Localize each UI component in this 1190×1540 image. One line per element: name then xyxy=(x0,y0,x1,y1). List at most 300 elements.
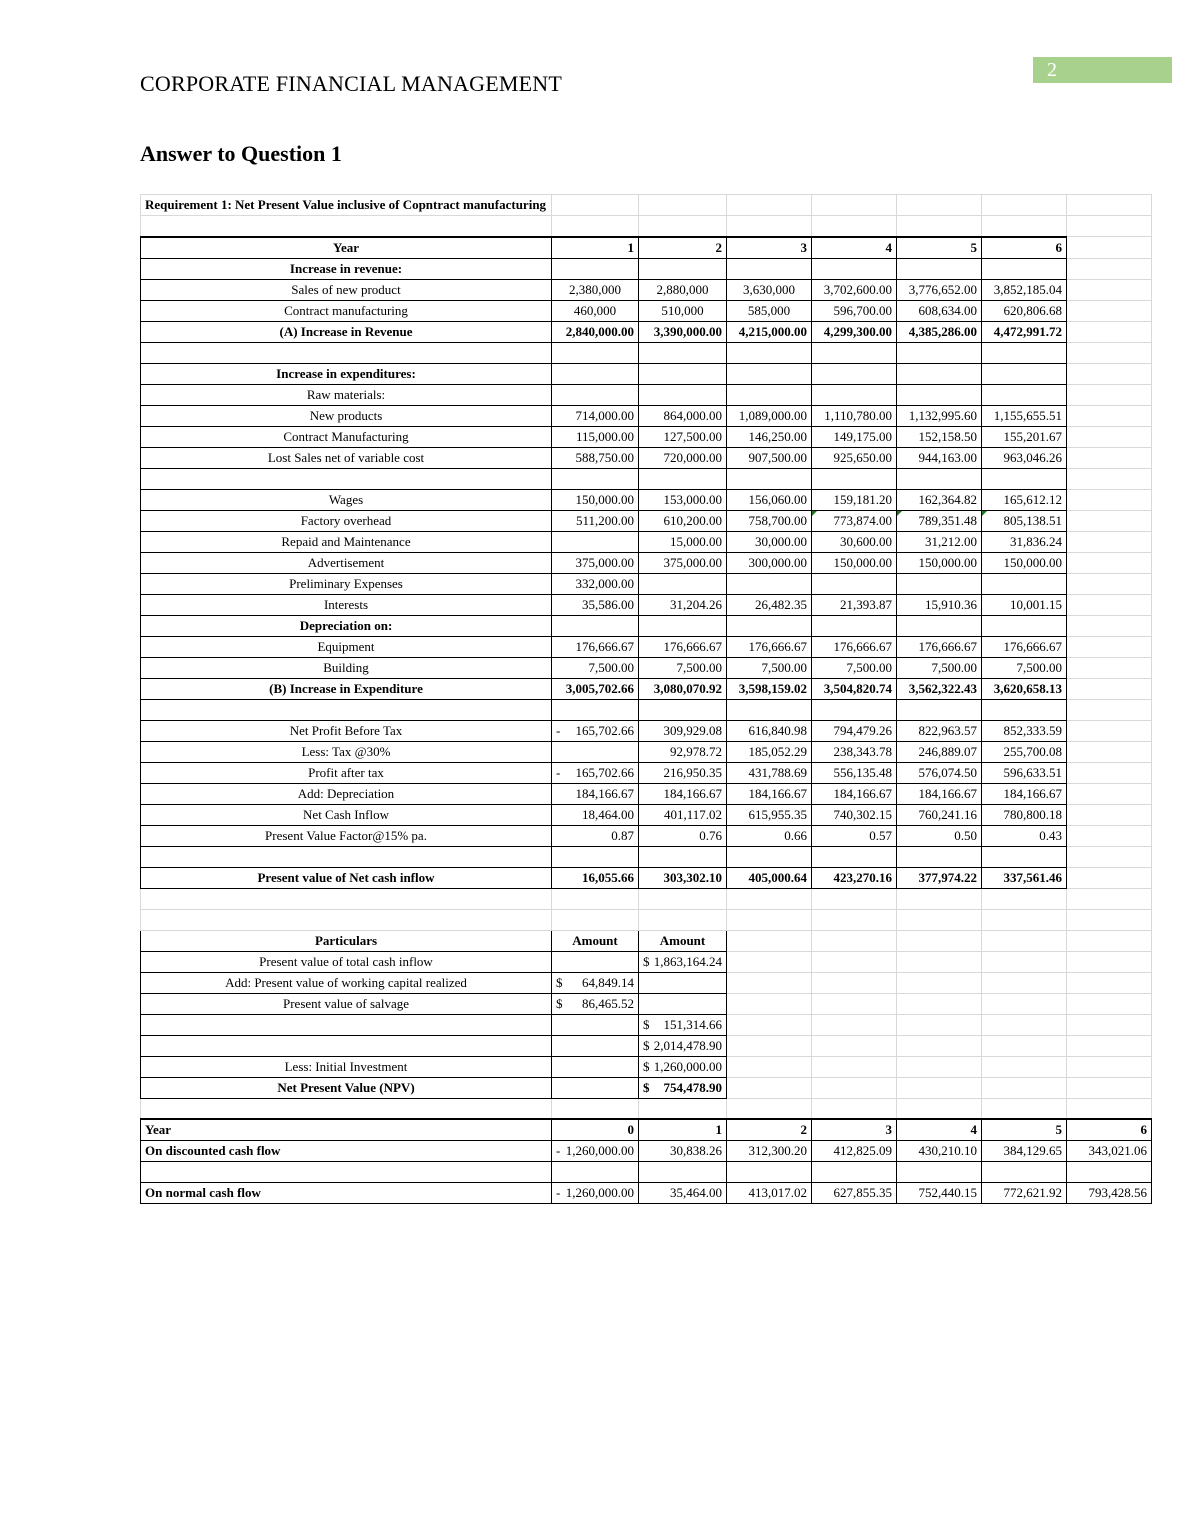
tax-row-label: Less: Tax @30% xyxy=(141,741,552,762)
net-cash-inflow-row-value-4: 740,302.15 xyxy=(812,804,897,825)
expenditure-row-6-value-5: 31,212.00 xyxy=(897,531,982,552)
empty-cell xyxy=(639,615,727,636)
empty-cell xyxy=(982,468,1067,489)
running-header-title: CORPORATE FINANCIAL MANAGEMENT xyxy=(140,71,562,96)
expenditure-row-8-value-1: 332,000.00 xyxy=(552,573,639,594)
empty-cell xyxy=(1067,804,1152,825)
currency-sign: $ xyxy=(643,1016,650,1032)
profit-after-tax-row-value-2: 216,950.35 xyxy=(639,762,727,783)
expenditure-total-row-value-6: 3,620,658.13 xyxy=(982,678,1067,699)
depreciation-row-1 xyxy=(141,636,1152,657)
revenue-row-1-value-3: 3,630,000 xyxy=(727,279,812,300)
empty-cell xyxy=(812,909,897,930)
empty-cell xyxy=(897,951,982,972)
empty-cell xyxy=(897,468,982,489)
empty-cell xyxy=(897,1035,982,1056)
empty-cell xyxy=(1067,342,1152,363)
empty-cell xyxy=(982,1077,1067,1098)
empty-cell xyxy=(982,1056,1067,1077)
expenditure-row-9-value-6: 10,001.15 xyxy=(982,594,1067,615)
revenue-heading: Increase in revenue: xyxy=(141,258,552,279)
net-cash-inflow-row-value-2: 401,117.02 xyxy=(639,804,727,825)
revenue-total-row-value-2: 3,390,000.00 xyxy=(639,321,727,342)
expenditure-row-8-value-4 xyxy=(812,573,897,594)
npv-header-amount-1: Amount xyxy=(552,930,639,951)
npv-row-label xyxy=(141,1014,552,1035)
empty-cell xyxy=(1067,699,1152,720)
tax-row-value-6: 255,700.08 xyxy=(982,741,1067,762)
empty-cell xyxy=(727,195,812,216)
npv-row-label: Less: Initial Investment xyxy=(141,1056,552,1077)
revenue-row-1 xyxy=(141,279,1152,300)
empty-cell xyxy=(552,615,639,636)
empty-cell xyxy=(897,1162,982,1183)
npv-row-amount-1 xyxy=(552,1077,639,1098)
expenditure-row-2-value-1: 115,000.00 xyxy=(552,426,639,447)
empty-cell xyxy=(897,384,982,405)
discounted-cash-flow-row-value-5: 384,129.65 xyxy=(982,1141,1067,1162)
year-6: 6 xyxy=(982,237,1067,259)
empty-cell xyxy=(1067,1056,1152,1077)
expenditure-row-9-label: Interests xyxy=(141,594,552,615)
expenditure-total-row-value-2: 3,080,070.92 xyxy=(639,678,727,699)
add-depreciation-row-value-2: 184,166.67 xyxy=(639,783,727,804)
add-depreciation-row-value-1: 184,166.67 xyxy=(552,783,639,804)
expenditure-row-7-value-5: 150,000.00 xyxy=(897,552,982,573)
empty-cell xyxy=(1067,657,1152,678)
empty-cell xyxy=(552,846,639,867)
revenue-row-2-value-1: 460,000 xyxy=(552,300,639,321)
tax-row-value-4: 238,343.78 xyxy=(812,741,897,762)
empty-cell xyxy=(639,468,727,489)
expenditure-row-7-value-3: 300,000.00 xyxy=(727,552,812,573)
expenditure-row-3-value-1: 588,750.00 xyxy=(552,447,639,468)
pv-net-cash-inflow-row-value-2: 303,302.10 xyxy=(639,867,727,888)
empty-cell xyxy=(812,846,897,867)
spacer-row xyxy=(141,699,1152,720)
empty-cell xyxy=(727,993,812,1014)
spacer-row xyxy=(141,216,1152,237)
expenditure-total-row-value-3: 3,598,159.02 xyxy=(727,678,812,699)
spacer-row xyxy=(141,342,1152,363)
depreciation-row-2-label: Building xyxy=(141,657,552,678)
empty-cell xyxy=(552,699,639,720)
revenue-row-2-label: Contract manufacturing xyxy=(141,300,552,321)
empty-cell xyxy=(639,1162,727,1183)
empty-cell xyxy=(141,468,552,489)
profit-after-tax-row xyxy=(141,762,1152,783)
expenditure-row-7-value-4: 150,000.00 xyxy=(812,552,897,573)
normal-cash-flow-row-value-6: 793,428.56 xyxy=(1067,1183,1152,1204)
expenditure-row-2-value-3: 146,250.00 xyxy=(727,426,812,447)
empty-cell xyxy=(141,1098,552,1119)
npv-row-3 xyxy=(141,993,1152,1014)
cash-flow-year-label: Year xyxy=(141,1119,552,1141)
normal-cash-flow-row-value-1: 35,464.00 xyxy=(639,1183,727,1204)
empty-cell xyxy=(1067,468,1152,489)
expenditure-row-9-value-3: 26,482.35 xyxy=(727,594,812,615)
empty-cell xyxy=(982,930,1067,951)
year-1: 1 xyxy=(552,237,639,259)
empty-cell xyxy=(1067,762,1152,783)
empty-cell xyxy=(982,1035,1067,1056)
empty-cell xyxy=(141,888,552,909)
expenditure-row-5-value-2: 610,200.00 xyxy=(639,510,727,531)
npv-row-amount-2 xyxy=(639,972,727,993)
cash-flow-year-3: 3 xyxy=(812,1119,897,1141)
empty-cell xyxy=(812,195,897,216)
empty-cell xyxy=(639,258,727,279)
expenditure-row-8-value-2 xyxy=(639,573,727,594)
empty-cell xyxy=(141,846,552,867)
expenditure-row-4-value-5: 162,364.82 xyxy=(897,489,982,510)
net-profit-before-tax-row-label: Net Profit Before Tax xyxy=(141,720,552,741)
empty-cell xyxy=(141,342,552,363)
discounted-cash-flow-row-label: On discounted cash flow xyxy=(141,1141,552,1162)
empty-cell xyxy=(812,972,897,993)
empty-cell xyxy=(982,342,1067,363)
empty-cell xyxy=(1067,867,1152,888)
empty-cell xyxy=(1067,993,1152,1014)
empty-cell xyxy=(1067,489,1152,510)
empty-cell xyxy=(812,1077,897,1098)
pv-factor-row-value-5: 0.50 xyxy=(897,825,982,846)
empty-cell xyxy=(982,951,1067,972)
expenditure-row-1-value-3: 1,089,000.00 xyxy=(727,405,812,426)
discounted-cash-flow-row-value-2: 312,300.20 xyxy=(727,1141,812,1162)
pv-factor-row-label: Present Value Factor@15% pa. xyxy=(141,825,552,846)
spacer-row xyxy=(141,846,1152,867)
expenditure-row-6-label: Repaid and Maintenance xyxy=(141,531,552,552)
expenditure-row-2-value-6: 155,201.67 xyxy=(982,426,1067,447)
empty-cell xyxy=(812,1098,897,1119)
empty-cell xyxy=(1067,615,1152,636)
profit-after-tax-row-value-5: 576,074.50 xyxy=(897,762,982,783)
npv-row-label xyxy=(141,1035,552,1056)
expenditure-row-6-value-6: 31,836.24 xyxy=(982,531,1067,552)
npv-row-amount-1: $ 64,849.14 xyxy=(552,972,639,993)
depreciation-row-1-value-5: 176,666.67 xyxy=(897,636,982,657)
empty-cell xyxy=(1067,909,1152,930)
expenditure-row-2 xyxy=(141,426,1152,447)
empty-cell xyxy=(727,930,812,951)
normal-cash-flow-row-value-2: 413,017.02 xyxy=(727,1183,812,1204)
revenue-row-2-value-5: 608,634.00 xyxy=(897,300,982,321)
spacer-row xyxy=(141,468,1152,489)
expenditure-row-5-label: Factory overhead xyxy=(141,510,552,531)
expenditure-row-2-value-4: 149,175.00 xyxy=(812,426,897,447)
depreciation-row-1-value-3: 176,666.67 xyxy=(727,636,812,657)
npv-row-label: Net Present Value (NPV) xyxy=(141,1077,552,1098)
empty-cell xyxy=(1067,951,1152,972)
expenditure-row-5-value-1: 511,200.00 xyxy=(552,510,639,531)
empty-cell xyxy=(812,1035,897,1056)
profit-after-tax-row-value-1: - 165,702.66 xyxy=(552,762,639,783)
empty-cell xyxy=(897,1098,982,1119)
expenditure-total-row-label: (B) Increase in Expenditure xyxy=(141,678,552,699)
expenditure-total-row xyxy=(141,678,1152,699)
year-2: 2 xyxy=(639,237,727,259)
empty-cell xyxy=(982,846,1067,867)
currency-sign: $ xyxy=(643,1058,650,1074)
cash-flow-year-6: 6 xyxy=(1067,1119,1152,1141)
empty-cell xyxy=(812,384,897,405)
npv-row-label: Present value of salvage xyxy=(141,993,552,1014)
revenue-row-2 xyxy=(141,300,1152,321)
npv-row-amount-2 xyxy=(639,993,727,1014)
empty-cell xyxy=(897,930,982,951)
section-title: Answer to Question 1 xyxy=(140,141,342,166)
empty-cell xyxy=(639,846,727,867)
empty-cell xyxy=(897,216,982,237)
empty-cell xyxy=(1067,552,1152,573)
minus-sign: - xyxy=(556,1143,561,1158)
empty-cell xyxy=(897,1077,982,1098)
net-profit-before-tax-row-value-2: 309,929.08 xyxy=(639,720,727,741)
empty-cell xyxy=(727,972,812,993)
depreciation-row-1-value-6: 176,666.67 xyxy=(982,636,1067,657)
revenue-total-row-value-1: 2,840,000.00 xyxy=(552,321,639,342)
empty-cell xyxy=(727,258,812,279)
empty-cell xyxy=(727,216,812,237)
normal-cash-flow-row-value-5: 772,621.92 xyxy=(982,1183,1067,1204)
empty-cell xyxy=(1067,720,1152,741)
empty-cell xyxy=(1067,363,1152,384)
empty-cell xyxy=(1067,384,1152,405)
empty-cell xyxy=(727,1077,812,1098)
empty-cell xyxy=(1067,741,1152,762)
empty-cell xyxy=(1067,195,1152,216)
empty-cell xyxy=(1067,846,1152,867)
empty-cell xyxy=(812,1056,897,1077)
expenditure-row-5-value-6: 805,138.51 xyxy=(982,510,1067,531)
empty-cell xyxy=(812,888,897,909)
empty-cell xyxy=(639,699,727,720)
empty-cell xyxy=(639,195,727,216)
empty-cell xyxy=(1067,237,1152,259)
empty-cell xyxy=(1067,447,1152,468)
empty-cell xyxy=(897,363,982,384)
depreciation-row-1-value-1: 176,666.67 xyxy=(552,636,639,657)
empty-cell xyxy=(812,1014,897,1035)
expenditure-heading-row xyxy=(141,363,1152,384)
expenditure-row-1-value-4: 1,110,780.00 xyxy=(812,405,897,426)
empty-cell xyxy=(1067,426,1152,447)
empty-cell xyxy=(812,468,897,489)
depreciation-row-2-value-1: 7,500.00 xyxy=(552,657,639,678)
empty-cell xyxy=(1067,258,1152,279)
empty-cell xyxy=(552,363,639,384)
empty-cell xyxy=(727,342,812,363)
net-profit-before-tax-row-value-4: 794,479.26 xyxy=(812,720,897,741)
depreciation-row-2-value-2: 7,500.00 xyxy=(639,657,727,678)
npv-row-amount-2: $ 754,478.90 xyxy=(639,1077,727,1098)
currency-sign: $ xyxy=(556,974,563,990)
empty-cell xyxy=(1067,321,1152,342)
net-cash-inflow-row-value-3: 615,955.35 xyxy=(727,804,812,825)
empty-cell xyxy=(1067,279,1152,300)
empty-cell xyxy=(1067,888,1152,909)
expenditure-row-3-value-3: 907,500.00 xyxy=(727,447,812,468)
empty-cell xyxy=(1067,1035,1152,1056)
expenditure-row-5-value-3: 758,700.00 xyxy=(727,510,812,531)
expenditure-row-9-value-4: 21,393.87 xyxy=(812,594,897,615)
page-number: 2 xyxy=(1033,57,1172,83)
npv-row-amount-2: $ 1,260,000.00 xyxy=(639,1056,727,1077)
revenue-row-1-value-4: 3,702,600.00 xyxy=(812,279,897,300)
raw-materials-label: Raw materials: xyxy=(141,384,552,405)
cash-flow-year-row xyxy=(141,1119,1152,1141)
empty-cell xyxy=(897,888,982,909)
normal-cash-flow-row-value-3: 627,855.35 xyxy=(812,1183,897,1204)
empty-cell xyxy=(812,615,897,636)
expenditure-row-9-value-2: 31,204.26 xyxy=(639,594,727,615)
spacer-row xyxy=(141,1098,1152,1119)
empty-cell xyxy=(982,699,1067,720)
pv-factor-row-value-1: 0.87 xyxy=(552,825,639,846)
pv-factor-row xyxy=(141,825,1152,846)
empty-cell xyxy=(897,1014,982,1035)
revenue-heading-row xyxy=(141,258,1152,279)
expenditure-total-row-value-5: 3,562,322.43 xyxy=(897,678,982,699)
empty-cell xyxy=(141,909,552,930)
expenditure-row-7-value-6: 150,000.00 xyxy=(982,552,1067,573)
npv-spreadsheet xyxy=(140,194,1152,1204)
empty-cell xyxy=(727,1056,812,1077)
pv-net-cash-inflow-row-label: Present value of Net cash inflow xyxy=(141,867,552,888)
empty-cell xyxy=(812,258,897,279)
empty-cell xyxy=(552,195,639,216)
empty-cell xyxy=(1067,930,1152,951)
npv-row-amount-1 xyxy=(552,1035,639,1056)
empty-cell xyxy=(982,615,1067,636)
currency-sign: $ xyxy=(643,953,650,969)
npv-row-5 xyxy=(141,1035,1152,1056)
depreciation-row-2-value-3: 7,500.00 xyxy=(727,657,812,678)
revenue-total-row-value-5: 4,385,286.00 xyxy=(897,321,982,342)
npv-row-amount-1: $ 86,465.52 xyxy=(552,993,639,1014)
empty-cell xyxy=(552,468,639,489)
revenue-row-1-value-5: 3,776,652.00 xyxy=(897,279,982,300)
empty-cell xyxy=(639,888,727,909)
net-profit-before-tax-row-value-6: 852,333.59 xyxy=(982,720,1067,741)
empty-cell xyxy=(982,909,1067,930)
empty-cell xyxy=(1067,510,1152,531)
year-3: 3 xyxy=(727,237,812,259)
empty-cell xyxy=(982,384,1067,405)
empty-cell xyxy=(1067,300,1152,321)
normal-cash-flow-row-label: On normal cash flow xyxy=(141,1183,552,1204)
empty-cell xyxy=(552,384,639,405)
pv-net-cash-inflow-row-value-3: 405,000.64 xyxy=(727,867,812,888)
expenditure-row-8 xyxy=(141,573,1152,594)
empty-cell xyxy=(141,216,552,237)
expenditure-row-5-value-4: 773,874.00 xyxy=(812,510,897,531)
profit-after-tax-row-value-6: 596,633.51 xyxy=(982,762,1067,783)
expenditure-row-5 xyxy=(141,510,1152,531)
expenditure-row-8-value-3 xyxy=(727,573,812,594)
empty-cell xyxy=(897,909,982,930)
empty-cell xyxy=(727,615,812,636)
cash-flow-year-4: 4 xyxy=(897,1119,982,1141)
expenditure-row-1-value-5: 1,132,995.60 xyxy=(897,405,982,426)
pv-net-cash-inflow-row xyxy=(141,867,1152,888)
expenditure-row-4-value-2: 153,000.00 xyxy=(639,489,727,510)
normal-cash-flow-row-value-0: - 1,260,000.00 xyxy=(552,1183,639,1204)
expenditure-total-row-value-4: 3,504,820.74 xyxy=(812,678,897,699)
revenue-row-1-value-2: 2,880,000 xyxy=(639,279,727,300)
empty-cell xyxy=(727,888,812,909)
empty-cell xyxy=(639,363,727,384)
npv-header-particulars: Particulars xyxy=(141,930,552,951)
npv-header-amount-2: Amount xyxy=(639,930,727,951)
empty-cell xyxy=(812,363,897,384)
net-profit-before-tax-row xyxy=(141,720,1152,741)
empty-cell xyxy=(639,1098,727,1119)
empty-cell xyxy=(982,1014,1067,1035)
requirement-row xyxy=(141,195,1152,216)
revenue-row-2-value-6: 620,806.68 xyxy=(982,300,1067,321)
minus-sign: - xyxy=(556,1185,561,1200)
empty-cell xyxy=(1067,1077,1152,1098)
npv-row-label: Add: Present value of working capital realized xyxy=(141,972,552,993)
expenditure-row-3-value-2: 720,000.00 xyxy=(639,447,727,468)
cash-flow-year-1: 1 xyxy=(639,1119,727,1141)
normal-cash-flow-row xyxy=(141,1183,1152,1204)
empty-cell xyxy=(982,972,1067,993)
expenditure-row-3-value-4: 925,650.00 xyxy=(812,447,897,468)
raw-materials-row xyxy=(141,384,1152,405)
empty-cell xyxy=(552,909,639,930)
profit-after-tax-row-label: Profit after tax xyxy=(141,762,552,783)
expenditure-row-1-label: New products xyxy=(141,405,552,426)
expenditure-row-7-label: Advertisement xyxy=(141,552,552,573)
tax-row-value-2: 92,978.72 xyxy=(639,741,727,762)
expenditure-row-6-value-2: 15,000.00 xyxy=(639,531,727,552)
empty-cell xyxy=(1067,594,1152,615)
expenditure-row-7-value-2: 375,000.00 xyxy=(639,552,727,573)
npv-row-6 xyxy=(141,1056,1152,1077)
discounted-cash-flow-row-value-6: 343,021.06 xyxy=(1067,1141,1152,1162)
discounted-cash-flow-row-value-4: 430,210.10 xyxy=(897,1141,982,1162)
pv-factor-row-value-6: 0.43 xyxy=(982,825,1067,846)
empty-cell xyxy=(727,384,812,405)
net-cash-inflow-row-label: Net Cash Inflow xyxy=(141,804,552,825)
expenditure-row-4-value-1: 150,000.00 xyxy=(552,489,639,510)
cash-flow-year-2: 2 xyxy=(727,1119,812,1141)
expenditure-row-1-value-1: 714,000.00 xyxy=(552,405,639,426)
expenditure-row-1-value-6: 1,155,655.51 xyxy=(982,405,1067,426)
discounted-cash-flow-row-value-1: 30,838.26 xyxy=(639,1141,727,1162)
expenditure-row-2-value-2: 127,500.00 xyxy=(639,426,727,447)
add-depreciation-row-value-4: 184,166.67 xyxy=(812,783,897,804)
depreciation-row-2 xyxy=(141,657,1152,678)
minus-sign: - xyxy=(556,722,561,738)
expenditure-row-6 xyxy=(141,531,1152,552)
empty-cell xyxy=(812,699,897,720)
spacer-row xyxy=(141,888,1152,909)
depreciation-row-2-value-5: 7,500.00 xyxy=(897,657,982,678)
expenditure-row-3-label: Lost Sales net of variable cost xyxy=(141,447,552,468)
empty-cell xyxy=(552,888,639,909)
revenue-row-1-value-6: 3,852,185.04 xyxy=(982,279,1067,300)
expenditure-row-4 xyxy=(141,489,1152,510)
empty-cell xyxy=(812,1162,897,1183)
npv-row-amount-1 xyxy=(552,951,639,972)
add-depreciation-row xyxy=(141,783,1152,804)
expenditure-row-1-value-2: 864,000.00 xyxy=(639,405,727,426)
empty-cell xyxy=(727,1098,812,1119)
